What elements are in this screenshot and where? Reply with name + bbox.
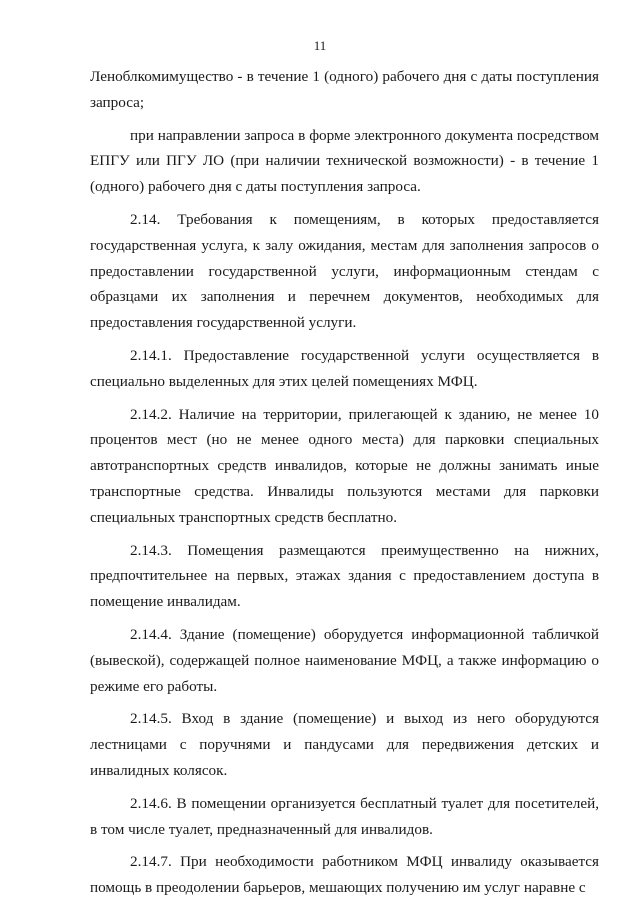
page-number: 11	[313, 38, 327, 53]
paragraph-section-2-14-6: 2.14.6. В помещении организуется бесплатный туалет для посетителей, в том числе туалет, предназначенный для инвалидов.	[90, 794, 599, 838]
document-body	[90, 64, 599, 908]
paragraph-continuation: Леноблкомимущество - в течение 1 (одного) рабочего дня с даты поступления запроса;	[90, 68, 599, 111]
paragraph-section-2-14-1: 2.14.1. Предоставление государственной услуги осуществляется в специально выделенных для этих целей помещениях МФЦ.	[90, 346, 599, 390]
paragraph-section-2-14-3: 2.14.3. Помещения размещаются преимущественно на нижних, предпочтительнее на первых, этажах здания с предоставлением доступа в помещение инвалидам.	[90, 541, 599, 611]
paragraph-section-2-14-7: 2.14.7. При необходимости работником МФЦ инвалиду оказывается помощь в преодолении барьеров, мешающих получению им услуг наравне с	[90, 853, 599, 897]
paragraph-section-2-14-5: 2.14.5. Вход в здание (помещение) и выход из него оборудуются лестницами с поручнями и пандусами для передвижения детских и инвалидных колясок.	[90, 710, 599, 779]
paragraph-section-2-14-2: 2.14.2. Наличие на территории, прилегающей к зданию, не менее 10 процентов мест (но не менее одного места) для парковки специальных автотранспортных средств инвалидов, которые не должны занимать иные транспортные средства. Инвалиды пользуются местами для парковки специальных транспортных средств бесплатно.	[90, 405, 599, 526]
paragraph-electronic-request: при направлении запроса в форме электронного документа посредством ЕПГУ или ПГУ ЛО (при наличии технической возможности) - в течение 1 (одного) рабочего дня с даты поступления запроса.	[90, 126, 599, 196]
paragraph-section-2-14-4: 2.14.4. Здание (помещение) оборудуется информационной табличкой (вывеской), содержащей полное наименование МФЦ, а также информацию о режиме его работы.	[90, 625, 599, 695]
paragraph-section-2-14: 2.14. Требования к помещениям, в которых предоставляется государственная услуга, к залу ожидания, местам для заполнения запросов о предоставлении государственной услуги, информационным стендам с образцами их заполнения и перечнем документов, необходимых для предоставления государственной услуги.	[90, 210, 599, 332]
